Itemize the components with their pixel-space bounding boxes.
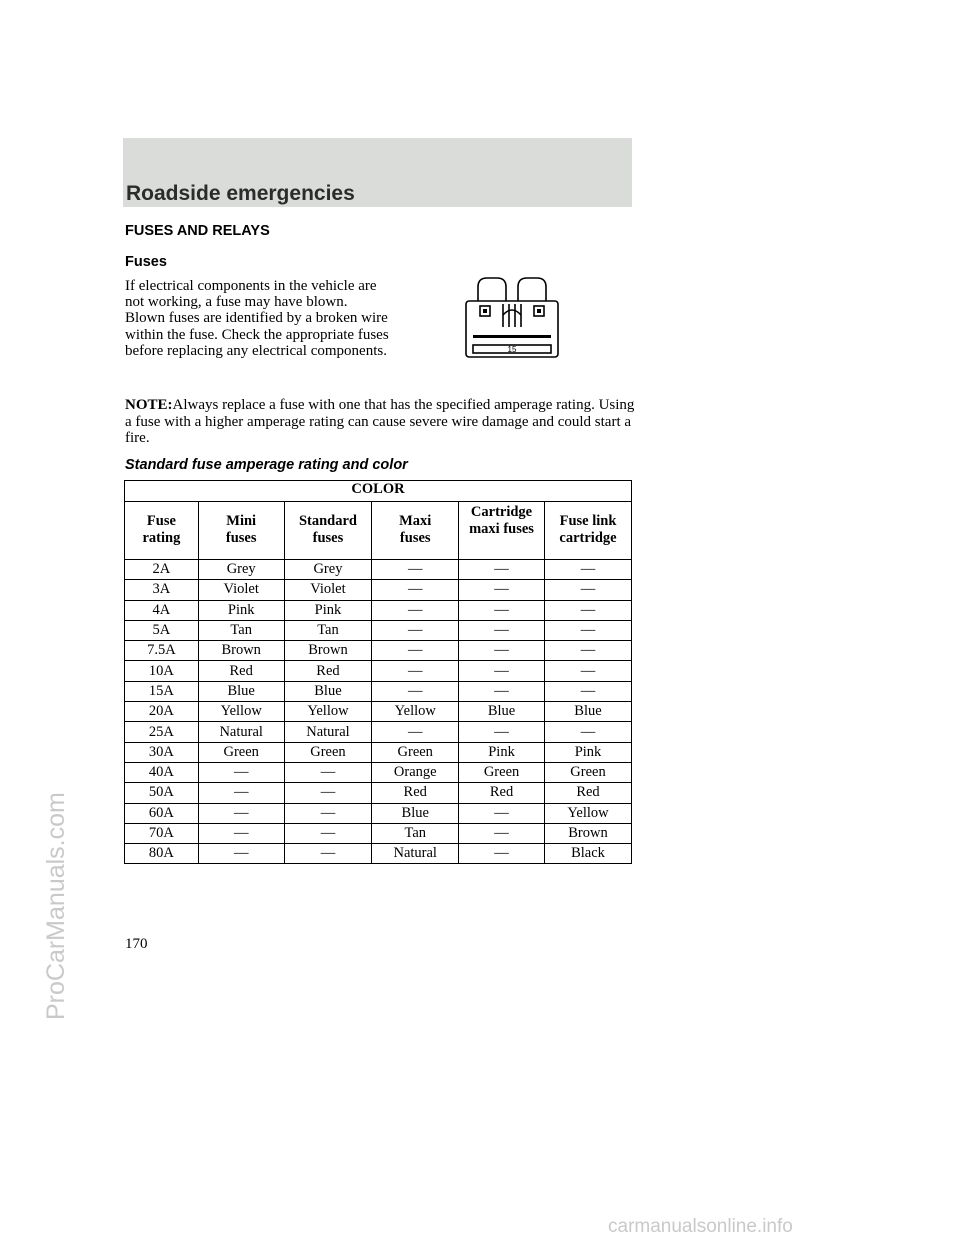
column-header: Cartridge maxi fuses (459, 502, 545, 560)
table-cell: 40A (125, 762, 199, 782)
table-cell: — (372, 560, 459, 580)
table-cell: — (545, 560, 632, 580)
table-cell: 10A (125, 661, 199, 681)
table-row (125, 641, 632, 661)
table-row (125, 580, 632, 600)
page-heading: FUSES AND RELAYS (125, 223, 270, 239)
table-cell: Pink (198, 600, 284, 620)
table-cell: Blue (459, 702, 545, 722)
table-cell: Yellow (372, 702, 459, 722)
table-row (125, 762, 632, 782)
table-row (125, 742, 632, 762)
table-cell: — (198, 823, 284, 843)
table-cell: 4A (125, 600, 199, 620)
table-cell: Green (284, 742, 372, 762)
table-cell: 5A (125, 620, 199, 640)
section-title: Roadside emergencies (126, 182, 355, 205)
color-group-header: COLOR (125, 481, 632, 502)
table-cell: — (372, 641, 459, 661)
table-cell: Pink (459, 742, 545, 762)
table-cell: — (372, 722, 459, 742)
table-cell: 30A (125, 742, 199, 762)
table-cell: Blue (545, 702, 632, 722)
table-title: Standard fuse amperage rating and color (125, 457, 408, 473)
table-cell: — (284, 783, 372, 803)
table-cell: Green (372, 742, 459, 762)
watermark-left (0, 0, 70, 1242)
table-row (125, 560, 632, 580)
table-row (125, 844, 632, 864)
table-cell: Pink (284, 600, 372, 620)
table-row (125, 681, 632, 701)
table-cell: — (459, 722, 545, 742)
note-paragraph (125, 397, 635, 447)
table-cell: — (545, 641, 632, 661)
table-cell: Red (284, 661, 372, 681)
table-cell: — (372, 620, 459, 640)
table-cell: 80A (125, 844, 199, 864)
watermark-bottom: carmanualsonline.info (608, 1216, 793, 1237)
column-header: Fuse rating (125, 502, 199, 560)
table-cell: — (545, 600, 632, 620)
table-cell: — (459, 681, 545, 701)
fuse-rating-label: 15 (507, 345, 517, 354)
table-cell: Green (459, 762, 545, 782)
table-row (125, 803, 632, 823)
fuse-illustration (464, 275, 560, 359)
table-cell: Green (198, 742, 284, 762)
table-cell: — (284, 823, 372, 843)
table-cell: — (545, 620, 632, 640)
table-cell: — (459, 823, 545, 843)
table-cell: Red (459, 783, 545, 803)
intro-paragraph: If electrical components in the vehicle are not working, a fuse may have blown. Blown fuses are identified by a broken wire within the fuse. Check the appropriate fuses before replacing any electrical components. (125, 278, 389, 359)
note-label: NOTE: (125, 397, 173, 413)
table-cell: — (284, 803, 372, 823)
table-row (125, 783, 632, 803)
table-cell: — (372, 600, 459, 620)
note-text: Always replace a fuse with one that has the specified amperage rating. Using a fuse with a higher amperage rating can cause severe wire damage and could start a fire. (125, 397, 635, 446)
table-cell: Black (545, 844, 632, 864)
table-cell: — (545, 661, 632, 681)
table-cell: Brown (284, 641, 372, 661)
table-cell: — (284, 762, 372, 782)
table-cell: — (459, 580, 545, 600)
table-cell: Brown (545, 823, 632, 843)
table-cell: Blue (372, 803, 459, 823)
table-row (125, 661, 632, 681)
table-cell: — (198, 783, 284, 803)
watermark-left-text: ProCarManuals.com (42, 792, 70, 1020)
table-cell: — (372, 681, 459, 701)
table-cell: Grey (198, 560, 284, 580)
table-row (125, 600, 632, 620)
fuse-color-table (124, 480, 632, 864)
table-row (125, 702, 632, 722)
table-cell: — (198, 762, 284, 782)
table-cell: 60A (125, 803, 199, 823)
table-cell: Natural (284, 722, 372, 742)
table-cell: Violet (198, 580, 284, 600)
table-cell: 50A (125, 783, 199, 803)
column-header: Fuse link cartridge (545, 502, 632, 560)
table-cell: 15A (125, 681, 199, 701)
table-cell: Yellow (284, 702, 372, 722)
table-cell: Tan (198, 620, 284, 640)
table-cell: — (372, 661, 459, 681)
table-cell: Red (545, 783, 632, 803)
table-cell: — (372, 580, 459, 600)
table-cell: Grey (284, 560, 372, 580)
table-row (125, 620, 632, 640)
table-cell: Tan (284, 620, 372, 640)
table-cell: Green (545, 762, 632, 782)
table-cell: Natural (198, 722, 284, 742)
table-cell: 70A (125, 823, 199, 843)
table-cell: — (545, 681, 632, 701)
table-cell: Pink (545, 742, 632, 762)
table-row (125, 823, 632, 843)
table-row (125, 722, 632, 742)
table-cell: — (545, 580, 632, 600)
table-cell: — (459, 560, 545, 580)
table-cell: — (198, 844, 284, 864)
section-header (123, 138, 632, 207)
table-cell: — (459, 620, 545, 640)
column-header: Mini fuses (198, 502, 284, 560)
column-header: Maxi fuses (372, 502, 459, 560)
table-cell: — (459, 844, 545, 864)
table-cell: Orange (372, 762, 459, 782)
subheading: Fuses (125, 254, 167, 270)
table-cell: Yellow (198, 702, 284, 722)
table-cell: 2A (125, 560, 199, 580)
table-cell: — (545, 722, 632, 742)
table-cell: Violet (284, 580, 372, 600)
table-cell: 3A (125, 580, 199, 600)
table-cell: 7.5A (125, 641, 199, 661)
table-cell: — (459, 600, 545, 620)
table-cell: — (284, 844, 372, 864)
page-number: 170 (125, 936, 148, 952)
table-cell: — (459, 641, 545, 661)
table-cell: — (198, 803, 284, 823)
table-cell: Red (198, 661, 284, 681)
table-cell: Natural (372, 844, 459, 864)
table-cell: Blue (198, 681, 284, 701)
table-cell: 20A (125, 702, 199, 722)
column-header: Standard fuses (284, 502, 372, 560)
table-cell: 25A (125, 722, 199, 742)
table-cell: Yellow (545, 803, 632, 823)
table-cell: Red (372, 783, 459, 803)
table-cell: — (459, 661, 545, 681)
table-cell: — (459, 803, 545, 823)
table-cell: Blue (284, 681, 372, 701)
table-cell: Brown (198, 641, 284, 661)
table-cell: Tan (372, 823, 459, 843)
